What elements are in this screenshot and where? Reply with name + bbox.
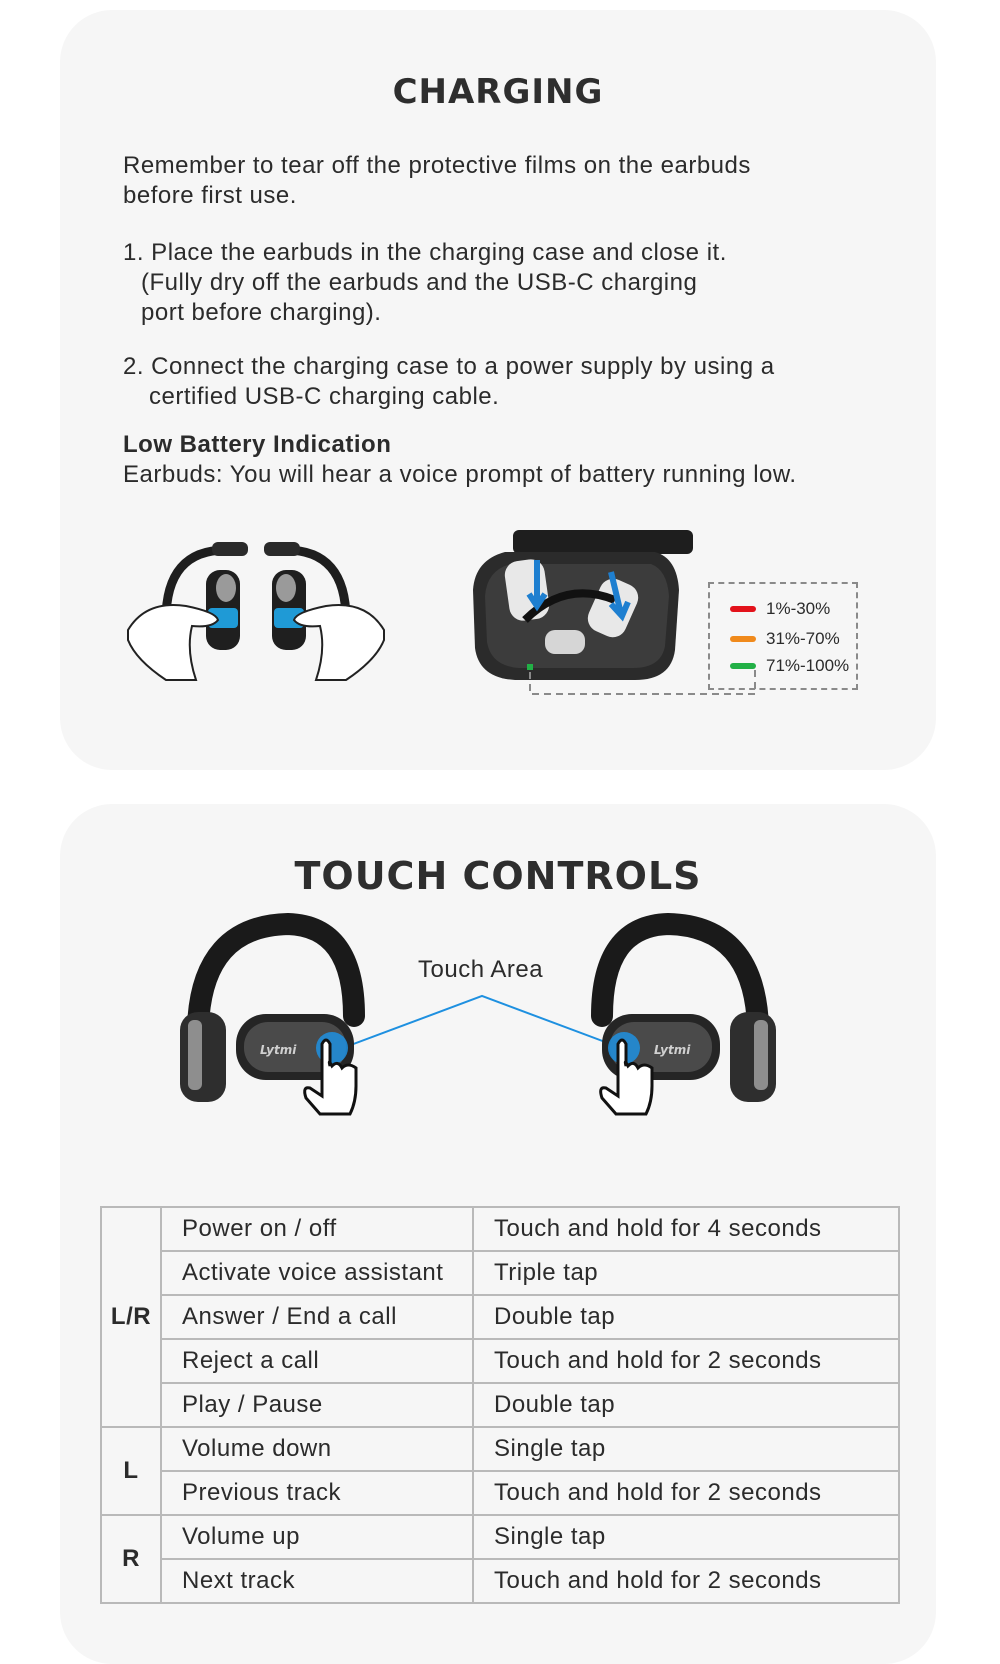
- intro-paragraph: [123, 151, 903, 211]
- control-gesture: Touch and hold for 2 seconds: [473, 1471, 899, 1515]
- charging-title: CHARGING: [392, 72, 604, 112]
- earbud-group-label: R: [101, 1515, 161, 1603]
- step-2: [123, 352, 903, 412]
- legend-label: 71%-100%: [766, 656, 850, 675]
- control-gesture: Double tap: [473, 1383, 899, 1427]
- table-row: [101, 1559, 899, 1603]
- table-row: [101, 1207, 899, 1251]
- low-battery-section: [123, 430, 903, 490]
- table-row: [101, 1339, 899, 1383]
- step-2-line: 2. Connect the charging case to a power supply by using a: [123, 353, 775, 380]
- control-action: Volume up: [161, 1515, 473, 1559]
- control-action: Reject a call: [161, 1339, 473, 1383]
- step-1-line: (Fully dry off the earbuds and the USB-C charging: [141, 269, 698, 296]
- control-action: Power on / off: [161, 1207, 473, 1251]
- earbud-film-removal-illustration: [126, 540, 386, 690]
- legend-label: 31%-70%: [766, 629, 840, 648]
- earbud-brand-logo: Lytmi: [654, 1043, 691, 1057]
- legend-item: [730, 655, 849, 677]
- table-row: [101, 1295, 899, 1339]
- control-gesture: Double tap: [473, 1295, 899, 1339]
- earbud-brand-logo: Lytmi: [260, 1043, 297, 1057]
- control-gesture: Single tap: [473, 1515, 899, 1559]
- right-earbud-illustration: [578, 916, 778, 1116]
- touch-area-label: Touch Area: [418, 956, 544, 983]
- earbud-group-label: L: [101, 1427, 161, 1515]
- low-battery-heading: Low Battery Indication: [123, 431, 392, 458]
- low-battery-text: Earbuds: You will hear a voice prompt of battery running low.: [123, 461, 797, 488]
- legend-item: [730, 628, 840, 650]
- charging-card: [60, 10, 936, 770]
- intro-line: before first use.: [123, 182, 297, 209]
- legend-item: [730, 598, 830, 620]
- battery-legend: [708, 582, 858, 690]
- control-gesture: Triple tap: [473, 1251, 899, 1295]
- touch-controls-card: [60, 804, 936, 1664]
- legend-swatch-orange: [730, 636, 756, 642]
- control-action: Previous track: [161, 1471, 473, 1515]
- control-action: Play / Pause: [161, 1383, 473, 1427]
- table-row: [101, 1427, 899, 1471]
- control-action: Answer / End a call: [161, 1295, 473, 1339]
- table-row: [101, 1383, 899, 1427]
- control-action: Volume down: [161, 1427, 473, 1471]
- control-gesture: Touch and hold for 4 seconds: [473, 1207, 899, 1251]
- legend-label: 1%-30%: [766, 599, 831, 618]
- step-1-line: 1. Place the earbuds in the charging case and close it.: [123, 239, 727, 266]
- legend-swatch-red: [730, 606, 756, 612]
- control-action: Activate voice assistant: [161, 1251, 473, 1295]
- table-row: [101, 1251, 899, 1295]
- left-earbud-illustration: [178, 916, 378, 1116]
- touch-controls-title: TOUCH CONTROLS: [294, 854, 702, 898]
- intro-line: Remember to tear off the protective films on the earbuds: [123, 152, 751, 179]
- legend-swatch-green: [730, 663, 756, 669]
- table-row: [101, 1471, 899, 1515]
- control-gesture: Touch and hold for 2 seconds: [473, 1339, 899, 1383]
- touch-controls-table: [100, 1206, 900, 1604]
- control-action: Next track: [161, 1559, 473, 1603]
- control-gesture: Touch and hold for 2 seconds: [473, 1559, 899, 1603]
- step-2-line: certified USB-C charging cable.: [149, 383, 500, 410]
- control-gesture: Single tap: [473, 1427, 899, 1471]
- step-1-line: port before charging).: [141, 299, 382, 326]
- step-1: [123, 238, 903, 328]
- table-row: [101, 1515, 899, 1559]
- earbud-group-label: L/R: [101, 1207, 161, 1427]
